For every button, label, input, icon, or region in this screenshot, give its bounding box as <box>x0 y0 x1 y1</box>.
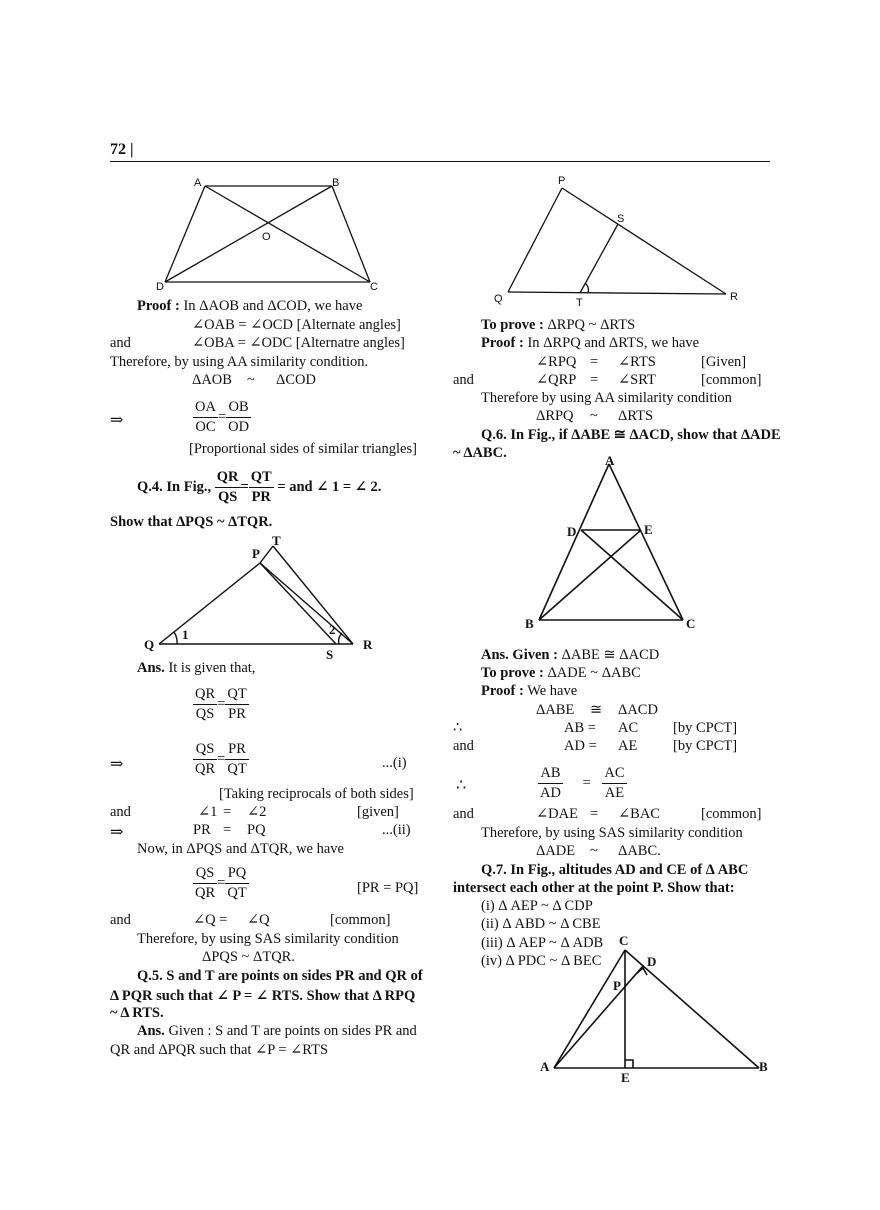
proof1-line2: ∠OAB = ∠OCD [Alternate angles] <box>192 317 401 333</box>
ans4-g3: [common] <box>330 912 391 928</box>
q4-show: Show that ΔPQS ~ ΔTQR. <box>110 514 273 530</box>
fig2-label-t: T <box>272 533 281 548</box>
q5-line1: Q.5. S and T are points on sides PR and QR of <box>137 968 423 984</box>
ans6-r5b: = <box>590 806 599 822</box>
ans4-arrow: ⇒ <box>110 756 124 773</box>
fig5-label-a: A <box>540 1059 550 1074</box>
q7-part-i: (i) Δ AEP ~ Δ CDP <box>481 898 593 914</box>
fig1-label-b: B <box>332 177 340 189</box>
fig2-label-r: R <box>363 637 373 652</box>
ans4-tag-i: ...(i) <box>382 755 407 771</box>
ade-abc-figure <box>520 450 710 632</box>
ans4-c3: ∠2 <box>247 804 267 820</box>
ans4-result: ΔPQS ~ ΔTQR. <box>202 949 295 965</box>
ans4-reciprocal: [Taking reciprocals of both sides] <box>219 786 414 802</box>
q5-r1c: ∠RTS <box>618 354 656 370</box>
ans4-and2: and <box>110 912 131 928</box>
q5-r1d: [Given] <box>701 354 747 370</box>
q7-part-ii: (ii) Δ ABD ~ Δ CBE <box>481 916 601 932</box>
ans6-r1c: ΔACD <box>618 702 658 718</box>
q5-line3: ~ Δ RTS. <box>110 1005 164 1021</box>
fig2-label-s: S <box>326 647 334 662</box>
q5-r2a: ∠QRP <box>536 372 577 388</box>
ans4-d2: = <box>223 822 232 838</box>
ans4-intro: Ans. It is given that, <box>137 660 256 676</box>
fig2-label-1: 1 <box>182 627 189 642</box>
fig2-label-q: Q <box>144 637 155 652</box>
q5-aa: Therefore by using AA similarity condition <box>481 390 732 406</box>
q5-line2: Δ PQR such that ∠ P = ∠ RTS. Show that Δ RPQ <box>110 988 416 1004</box>
q5-r3c: ΔRTS <box>618 408 654 424</box>
proof1-line4: Therefore, by using AA similarity condition. <box>110 354 369 370</box>
ans6-r2a: AB = <box>564 720 596 736</box>
q5-r2c: ∠SRT <box>618 372 656 388</box>
fig3-label-t: T <box>576 297 583 309</box>
q5-ans-line1: Ans. Given : S and T are points on sides PR and <box>137 1023 417 1039</box>
fig1-label-a: A <box>194 177 202 189</box>
fig4-label-e: E <box>644 522 653 537</box>
fig1-label-o: O <box>262 231 271 243</box>
ans4-frac-e: $\frac{QS}{QR}$ = $\frac{PQ}{QT}$ <box>195 865 247 901</box>
fig1-label-d: D <box>156 281 164 293</box>
fig5-label-b: B <box>759 1059 768 1074</box>
q6-line2: ~ ΔABC. <box>453 445 507 461</box>
proof1-line7: [Proportional sides of similar triangles] <box>189 441 417 457</box>
ans6-sas: Therefore, by using SAS similarity condition <box>481 825 743 841</box>
pqs-tqr-figure <box>140 532 380 662</box>
ans4-d3: PQ <box>247 822 266 838</box>
ans6-r1b: ≅ <box>590 702 603 718</box>
q5-r2d: [common] <box>701 372 762 388</box>
ans4-arrow2: ⇒ <box>110 824 124 841</box>
ans6-given: Ans. Given : ΔABE ≅ ΔACD <box>481 647 660 663</box>
proof1-and: and <box>110 335 131 351</box>
fig3-label-p: P <box>558 175 566 187</box>
q5-proof: Proof : In ΔRPQ and ΔRTS, we have <box>481 335 700 351</box>
page-number: 72 | <box>110 141 134 158</box>
fig4-label-c: C <box>686 616 696 631</box>
trapezium-figure <box>150 172 390 294</box>
fig3-label-q: Q <box>494 293 503 305</box>
ans6-r3b: AE <box>618 738 638 754</box>
ans6-and2: and <box>453 806 474 822</box>
fig3-label-r: R <box>730 291 738 303</box>
ans6-r5c: ∠BAC <box>618 806 660 822</box>
q5-r3b: ~ <box>590 408 598 424</box>
q5-to-prove: To prove : ΔRPQ ~ ΔRTS <box>481 317 636 333</box>
ans4-c2: = <box>223 804 232 820</box>
ans6-r3c: [by CPCT] <box>673 738 738 754</box>
ans6-therefore2: ∴ <box>456 777 467 794</box>
ans4-now: Now, in ΔPQS and ΔTQR, we have <box>137 841 344 857</box>
ans4-sas: Therefore, by using SAS similarity condition <box>137 931 399 947</box>
q7-part-iv: (iv) Δ PDC ~ Δ BEC <box>481 953 602 969</box>
q5-r3a: ΔRPQ <box>536 408 574 424</box>
q5-r1b: = <box>590 354 599 370</box>
proof1-line3: ∠OBA = ∠ODC [Alternatre angles] <box>192 335 405 351</box>
q7-line2: intersect each other at the point P. Show that: <box>453 880 735 896</box>
q5-r1a: ∠RPQ <box>536 354 577 370</box>
ans4-tag-pr: [PR = PQ] <box>357 880 419 896</box>
q4-statement: Q.4. In Fig., $\frac{QR}{QS}$ = $\frac{QT}{PR}$ = and ∠ 1 = ∠ 2. <box>137 469 382 505</box>
fig2-label-p: P <box>252 546 260 561</box>
header-rule <box>110 161 770 162</box>
ans4-d4: ...(ii) <box>382 822 411 838</box>
ans4-d1: PR <box>193 822 211 838</box>
ans6-r1a: ΔABE <box>536 702 575 718</box>
ans4-frac-a: $\frac{QR}{QS}$ = $\frac{QT}{PR}$ <box>195 686 247 722</box>
fig5-label-c: C <box>619 933 629 948</box>
proof1-l5c: ΔCOD <box>276 372 316 388</box>
ans6-r6a: ΔADE <box>536 843 576 859</box>
proof1-l5a: ΔAOB <box>192 372 232 388</box>
ans6-to-prove: To prove : ΔADE ~ ΔABC <box>481 665 641 681</box>
fig4-label-b: B <box>525 616 534 631</box>
ans6-r5d: [common] <box>701 806 762 822</box>
ans6-therefore: ∴ <box>453 720 463 736</box>
ans6-r3a: AD = <box>564 738 597 754</box>
ans4-g2: ∠Q <box>247 912 270 928</box>
ans6-and: and <box>453 738 474 754</box>
fig2-label-2: 2 <box>329 622 336 637</box>
fig1-label-c: C <box>370 281 378 293</box>
ans6-proof: Proof : We have <box>481 683 578 699</box>
fig5-label-p: P <box>613 978 621 993</box>
ans6-r6b: ~ <box>590 843 598 859</box>
ans6-r2c: [by CPCT] <box>673 720 738 736</box>
fig3-label-s: S <box>617 213 625 225</box>
q7-part-iii: (iii) Δ AEP ~ Δ ADB <box>481 935 604 951</box>
proof1-l5b: ~ <box>247 372 255 388</box>
proof1-fraction: $\frac{OA}{OC}$ = $\frac{OB}{OD}$ <box>195 399 250 435</box>
q7-line1: Q.7. In Fig., altitudes AD and CE of Δ ABC <box>481 862 749 878</box>
q6-line1: Q.6. In Fig., if ΔABE ≅ ΔACD, show that ΔADE <box>481 427 781 443</box>
proof1-line1: Proof : In ΔAOB and ΔCOD, we have <box>137 298 363 314</box>
q5-and: and <box>453 372 474 388</box>
fig5-label-e: E <box>621 1070 630 1085</box>
altitudes-figure <box>535 928 775 1086</box>
q5-r2b: = <box>590 372 599 388</box>
ans4-c1: ∠1 <box>198 804 218 820</box>
ans6-r2b: AC <box>618 720 639 736</box>
fig4-label-a: A <box>605 453 615 468</box>
ans4-c4: [given] <box>357 804 399 820</box>
ans4-frac-b: $\frac{QS}{QR}$ = $\frac{PR}{QT}$ <box>195 741 247 777</box>
ans6-r6c: ΔABC. <box>618 843 661 859</box>
rpq-rts-figure <box>490 170 750 310</box>
q5-ans-line2: QR and ΔPQR such that ∠P = ∠RTS <box>110 1042 329 1058</box>
fig5-label-d: D <box>647 954 657 969</box>
proof1-arrow: ⇒ <box>110 412 124 429</box>
fig4-label-d: D <box>567 524 577 539</box>
ans4-and1: and <box>110 804 131 820</box>
ans4-g1: ∠Q = <box>193 912 228 928</box>
ans6-r5a: ∠DAE <box>536 806 578 822</box>
ans6-fraction: $\frac{AB}{AD}$ = $\frac{AC}{AE}$ <box>540 765 625 801</box>
